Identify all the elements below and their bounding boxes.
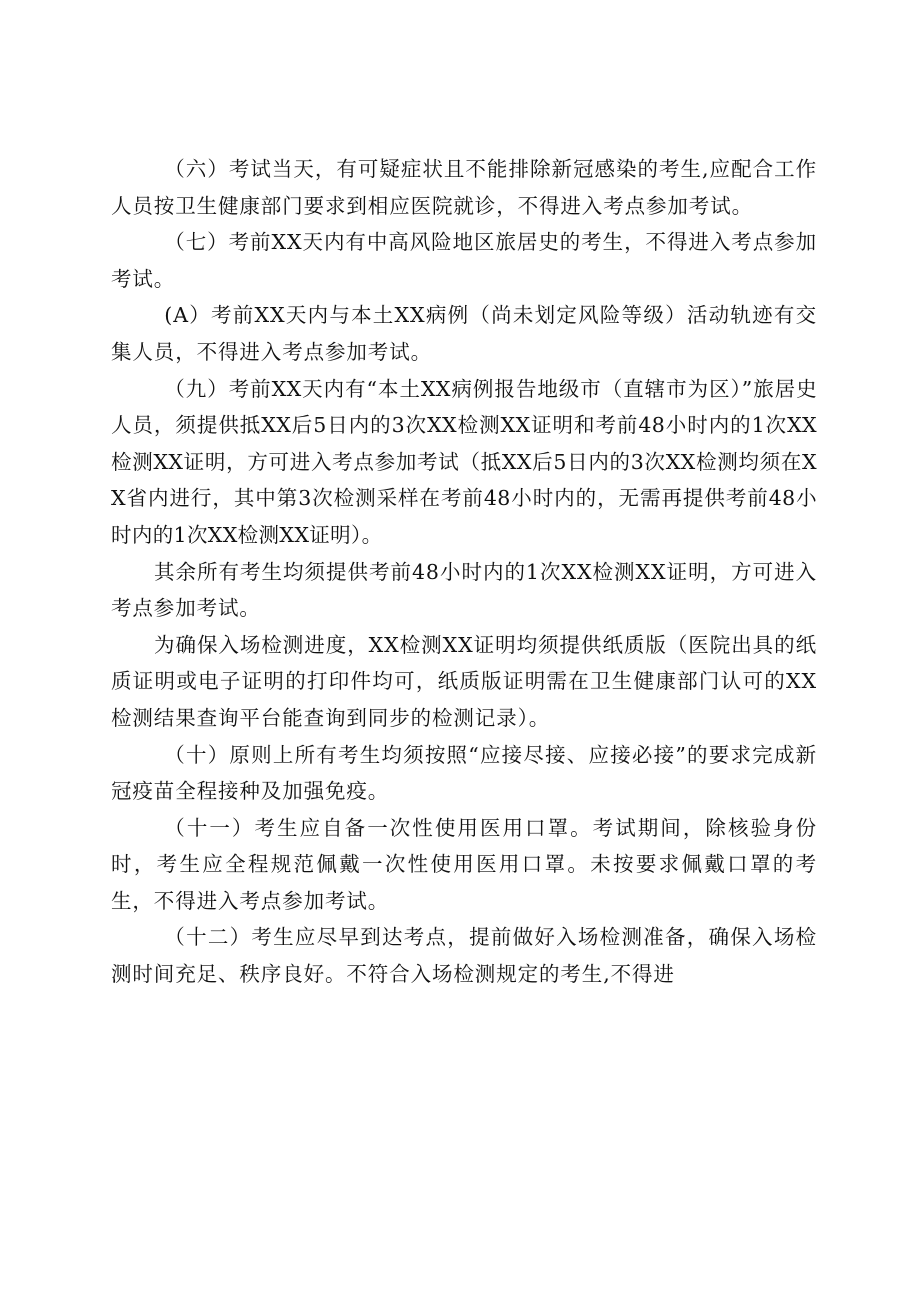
paragraph-item-6: （六）考试当天，有可疑症状且不能排除新冠感染的考生,应配合工作人员按卫生健康部门要求到相应医院就诊，不得进入考点参加考试。	[111, 157, 817, 218]
paragraph-item-7: （七）考前XX天内有中高风险地区旅居史的考生，不得进入考点参加考试。	[111, 230, 817, 291]
paragraph-others: 其余所有考生均须提供考前48小时内的1次XX检测XX证明，方可进入考点参加考试。	[111, 559, 817, 621]
paragraph-item-9: （九）考前XX天内有“本土XX病例报告地级市（直辖市为区）”旅居史人员，须提供抵XX后5日内的3次XX检测XX证明和考前48小时内的1次XX检测XX证明，方可进入考点参加考试（抵XX后5日内的3次XX检测均须在XX省内进行，其中第3次检测采样在考前48小时内的，无需再提供考前48小时内的1次XX检测XX证明）。	[111, 376, 817, 547]
paragraph-item-10: （十）原则上所有考生均须按照“应接尽接、应接必接”的要求完成新冠疫苗全程接种及加强免疫。	[111, 742, 817, 804]
paragraph-item-12: （十二）考生应尽早到达考点，提前做好入场检测准备，确保入场检测时间充足、秩序良好。不符合入场检测规定的考生,不得进	[111, 925, 817, 987]
paragraph-item-11: （十一）考生应自备一次性使用医用口罩。考试期间，除核验身份时，考生应全程规范佩戴一次性使用医用口罩。未按要求佩戴口罩的考生，不得进入考点参加考试。	[111, 815, 817, 913]
document-body	[111, 151, 817, 993]
paragraph-item-a: (A）考前XX天内与本土XX病例（尚未划定风险等级）活动轨迹有交集人员，不得进入考点参加考试。	[111, 303, 817, 364]
paragraph-paper-proof: 为确保入场检测进度，XX检测XX证明均须提供纸质版（医院出具的纸质证明或电子证明的打印件均可，纸质版证明需在卫生健康部门认可的XX检测结果查询平台能查询到同步的检测记录）。	[111, 632, 817, 730]
